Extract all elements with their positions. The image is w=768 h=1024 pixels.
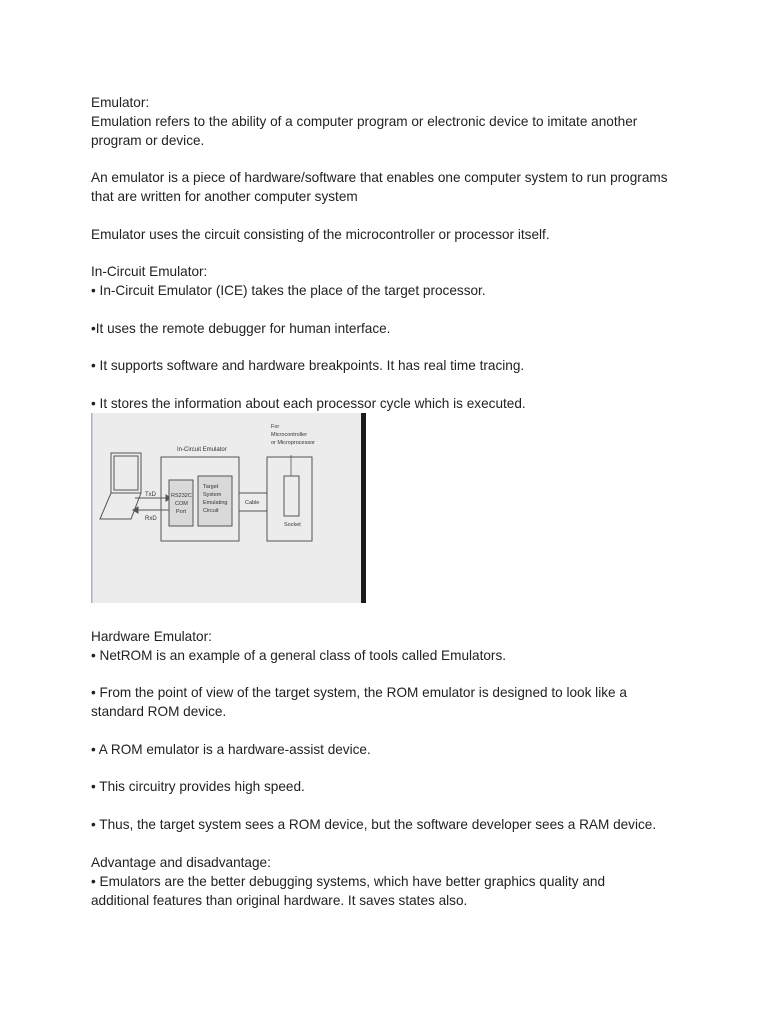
text-line: additional features than original hardware. It saves states also.	[91, 893, 468, 908]
heading-advantage: Advantage and disadvantage:	[91, 855, 271, 870]
bullet-item: • From the point of view of the target system, the ROM emulator is designed to look like a	[91, 685, 627, 700]
for-label: or Microprocessor	[271, 440, 316, 446]
heading-emulator: Emulator:	[91, 95, 150, 110]
text-line: program or device.	[91, 133, 205, 148]
bullet-item: • In-Circuit Emulator (ICE) takes the place of the target processor.	[91, 283, 486, 298]
text-line: that are written for another computer system	[91, 189, 358, 204]
cable-label: Cable	[245, 500, 260, 506]
com-port-label: RS232C	[171, 493, 192, 499]
heading-in-circuit-emulator: In-Circuit Emulator:	[91, 264, 208, 279]
target-system-box	[267, 457, 312, 541]
for-label: For	[271, 424, 280, 430]
ice-diagram-svg	[91, 413, 366, 603]
figure-left-edge	[91, 413, 93, 603]
bullet-item: • Emulators are the better debugging systems, which have better graphics quality and	[91, 874, 606, 889]
ice-diagram	[91, 413, 366, 603]
target-circuit-label: Circuit	[203, 508, 219, 514]
com-port-label: COM	[175, 501, 188, 507]
ice-title: In-Circuit Emulator	[177, 447, 227, 453]
socket-box	[284, 476, 299, 516]
bullet-item: • Thus, the target system sees a ROM device, but the software developer sees a RAM device.	[91, 817, 657, 832]
bullet-item: • It stores the information about each processor cycle which is executed.	[91, 396, 526, 411]
text-line: Emulation refers to the ability of a computer program or electronic device to imitate another	[91, 114, 638, 129]
heading-hardware-emulator: Hardware Emulator:	[91, 629, 212, 644]
figure-right-edge	[361, 413, 366, 603]
bullet-item: • A ROM emulator is a hardware-assist device.	[91, 742, 371, 757]
rxd-label: RxD	[145, 516, 157, 522]
target-circuit-label: Target	[203, 484, 219, 490]
bullet-item: • It supports software and hardware breakpoints. It has real time tracing.	[91, 358, 525, 373]
text-line: An emulator is a piece of hardware/software that enables one computer system to run programs	[91, 170, 668, 185]
socket-label: Socket	[284, 522, 301, 528]
bullet-item: •It uses the remote debugger for human interface.	[91, 321, 391, 336]
com-port-label: Port	[176, 509, 187, 515]
target-circuit-label: System	[203, 492, 222, 498]
for-label: Microcontroller	[271, 432, 308, 438]
txd-label: TxD	[145, 492, 156, 498]
target-circuit-label: Emulating	[203, 500, 228, 506]
bullet-item: • This circuitry provides high speed.	[91, 779, 305, 794]
text-line: Emulator uses the circuit consisting of the microcontroller or processor itself.	[91, 227, 550, 242]
bullet-item: • NetROM is an example of a general class of tools called Emulators.	[91, 648, 507, 663]
text-line: standard ROM device.	[91, 704, 227, 719]
